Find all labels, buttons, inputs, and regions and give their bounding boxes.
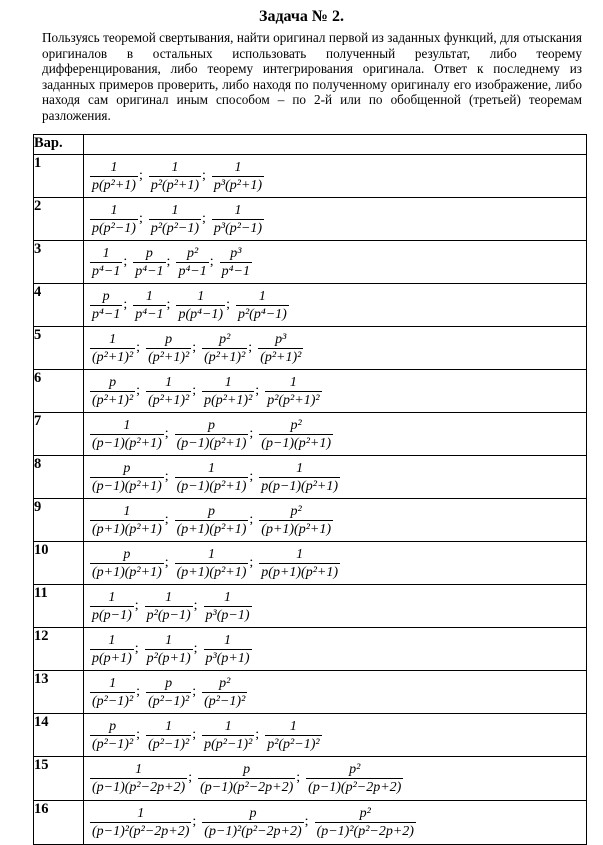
fraction-numerator: 1 [102, 246, 110, 261]
fraction [133, 288, 165, 323]
fraction-numerator: 1 [171, 160, 179, 175]
fraction [236, 288, 289, 323]
fraction [175, 460, 249, 495]
fraction [212, 202, 264, 237]
functions-cell [84, 284, 587, 327]
functions-cell [84, 542, 587, 585]
functions-cell [84, 413, 587, 456]
fraction-denominator: p³(p²+1) [213, 178, 263, 193]
fraction-denominator: (p−1)(p²+1) [176, 479, 247, 494]
functions-cell [84, 198, 587, 241]
fraction-separator: ; [192, 726, 197, 742]
fraction-separator: ; [192, 813, 197, 829]
fraction-denominator: p(p²−1)² [204, 737, 253, 752]
fraction-denominator: p⁴−1 [135, 307, 164, 322]
fraction [90, 374, 135, 409]
fraction [90, 805, 191, 840]
functions-cell [84, 241, 587, 284]
fraction-numerator: 1 [165, 375, 173, 390]
fraction-denominator: (p−1)²(p²−2p+2) [92, 824, 190, 839]
fraction-numerator: p [102, 289, 110, 304]
fraction-denominator: p⁴−1 [92, 264, 121, 279]
fraction-numerator: p [145, 246, 153, 261]
fraction [90, 589, 134, 624]
fraction-denominator: p(p²−1) [92, 221, 136, 236]
fraction-denominator: (p−1)(p²−2p+2) [200, 780, 294, 795]
fraction-separator: ; [193, 640, 198, 656]
fraction [176, 245, 208, 280]
fraction-denominator: (p−1)(p²−2p+2) [308, 780, 402, 795]
fraction-denominator: (p²−1)² [148, 737, 190, 752]
fraction [198, 761, 295, 796]
fraction-denominator: (p−1)(p²+1) [176, 436, 247, 451]
fraction-denominator: p²(p²−1) [150, 221, 200, 236]
functions-cell [84, 456, 587, 499]
fraction [149, 159, 201, 194]
functions-cell [84, 757, 587, 801]
fraction-numerator: p² [219, 676, 231, 691]
fraction [259, 417, 333, 452]
fraction [90, 331, 135, 366]
table-header-row [34, 135, 587, 155]
fraction-numerator: p [243, 762, 251, 777]
functions-cell [84, 585, 587, 628]
variant-number: 9 [34, 499, 84, 542]
fraction [258, 331, 303, 366]
fraction-denominator: p³(p²−1) [213, 221, 263, 236]
fraction [202, 718, 254, 753]
table-row [34, 155, 587, 198]
fraction-denominator: p²(p²+1)² [267, 393, 320, 408]
fraction-numerator: 1 [110, 160, 118, 175]
fraction-separator: ; [134, 640, 139, 656]
fraction-denominator: p³(p−1) [205, 608, 250, 623]
fraction [145, 632, 193, 667]
fraction-separator: ; [249, 468, 254, 484]
fraction-numerator: 1 [224, 375, 232, 390]
fraction-numerator: 1 [123, 504, 131, 519]
fraction-separator: ; [296, 769, 301, 785]
variant-number: 11 [34, 585, 84, 628]
fraction-separator: ; [164, 554, 169, 570]
fraction-numerator: 1 [171, 203, 179, 218]
fraction-numerator: p² [290, 418, 302, 433]
table-row [34, 585, 587, 628]
table-row [34, 628, 587, 671]
variant-column-header: Вар. [34, 135, 84, 155]
fraction [90, 718, 135, 753]
fraction [145, 589, 193, 624]
fraction-denominator: (p−1)(p²+1) [92, 436, 162, 451]
fraction-separator: ; [193, 597, 198, 613]
fraction [133, 245, 165, 280]
fraction-denominator: (p²+1)² [92, 350, 134, 365]
fraction-separator: ; [138, 210, 143, 226]
fraction-numerator: p [165, 676, 173, 691]
fraction-denominator: p⁴−1 [178, 264, 207, 279]
fraction-numerator: 1 [197, 289, 205, 304]
fraction [259, 460, 340, 495]
fraction-denominator: p(p²+1) [92, 178, 136, 193]
fraction-separator: ; [138, 167, 143, 183]
fraction-denominator: p(p−1)(p²+1) [261, 479, 339, 494]
fraction-separator: ; [136, 683, 141, 699]
fraction-numerator: 1 [110, 203, 118, 218]
fraction-numerator: p [208, 418, 216, 433]
fraction-numerator: p² [359, 806, 371, 821]
fraction-denominator: (p−1)²(p²−2p+2) [316, 824, 414, 839]
fraction-separator: ; [136, 726, 141, 742]
fraction-denominator: (p²+1)² [148, 393, 190, 408]
fraction-numerator: p [249, 806, 257, 821]
variant-number: 16 [34, 801, 84, 845]
fraction [202, 675, 247, 710]
fraction-denominator: p(p−1) [92, 608, 132, 623]
variant-number: 1 [34, 155, 84, 198]
functions-cell [84, 327, 587, 370]
functions-cell [84, 370, 587, 413]
table-row [34, 413, 587, 456]
fraction [146, 675, 191, 710]
fraction-denominator: (p+1)(p²+1) [261, 522, 332, 537]
fraction-numerator: 1 [289, 375, 297, 390]
table-row [34, 284, 587, 327]
fraction-separator: ; [255, 726, 260, 742]
functions-cell [84, 499, 587, 542]
fraction [176, 288, 225, 323]
variant-number: 4 [34, 284, 84, 327]
variant-number: 8 [34, 456, 84, 499]
fraction [90, 675, 135, 710]
functions-column-header [84, 135, 587, 155]
fraction-separator: ; [188, 769, 193, 785]
fraction-numerator: p² [290, 504, 302, 519]
variant-number: 3 [34, 241, 84, 284]
fraction-numerator: 1 [224, 633, 232, 648]
fraction-numerator: 1 [165, 633, 173, 648]
fraction-denominator: p²(p²+1) [150, 178, 200, 193]
fraction-denominator: (p+1)(p²+1) [176, 522, 247, 537]
fraction-denominator: p⁴−1 [221, 264, 250, 279]
table-row [34, 499, 587, 542]
fraction-denominator: (p²+1)² [204, 350, 246, 365]
fraction-denominator: (p−1)(p²−2p+2) [92, 780, 186, 795]
fraction-numerator: 1 [296, 547, 304, 562]
fraction-denominator: p²(p+1) [146, 651, 191, 666]
fraction [146, 374, 191, 409]
fraction [90, 245, 122, 280]
fraction [259, 546, 340, 581]
fraction-numerator: 1 [208, 547, 216, 562]
table-row [34, 757, 587, 801]
fraction-denominator: (p²+1)² [260, 350, 302, 365]
variant-number: 15 [34, 757, 84, 801]
fraction [306, 761, 403, 796]
fraction [202, 805, 303, 840]
fraction-denominator: p²(p²−1)² [267, 737, 320, 752]
fraction-separator: ; [249, 554, 254, 570]
fraction [175, 417, 249, 452]
task-title: Задача № 2. [259, 8, 344, 25]
fraction-numerator: 1 [224, 590, 232, 605]
fraction-numerator: 1 [224, 719, 232, 734]
variant-number: 7 [34, 413, 84, 456]
fraction-numerator: 1 [258, 289, 266, 304]
fraction [204, 589, 252, 624]
fraction-numerator: 1 [289, 719, 297, 734]
fraction-denominator: (p²+1)² [92, 393, 134, 408]
variant-number: 14 [34, 714, 84, 757]
fraction [202, 374, 254, 409]
fraction-separator: ; [192, 382, 197, 398]
table-row [34, 241, 587, 284]
fraction-numerator: 1 [234, 160, 242, 175]
fraction-numerator: p [208, 504, 216, 519]
fraction [315, 805, 416, 840]
fraction-denominator: p(p+1) [92, 651, 132, 666]
variant-number: 13 [34, 671, 84, 714]
fraction [202, 331, 247, 366]
fraction [90, 761, 187, 796]
fraction-numerator: 1 [145, 289, 153, 304]
fraction-numerator: 1 [135, 762, 143, 777]
fraction-separator: ; [192, 683, 197, 699]
fraction-separator: ; [134, 597, 139, 613]
fraction [259, 503, 333, 538]
fraction-numerator: 1 [296, 461, 304, 476]
fraction-separator: ; [123, 296, 128, 312]
fraction-separator: ; [248, 339, 253, 355]
table-row [34, 327, 587, 370]
fraction [90, 546, 164, 581]
fraction-denominator: (p+1)(p²+1) [92, 565, 162, 580]
fraction-numerator: p [109, 375, 117, 390]
fraction-separator: ; [192, 339, 197, 355]
fraction-denominator: p(p+1)(p²+1) [261, 565, 339, 580]
fraction-denominator: p⁴−1 [135, 264, 164, 279]
table-row [34, 542, 587, 585]
variant-number: 6 [34, 370, 84, 413]
table-row [34, 801, 587, 845]
table-row [34, 671, 587, 714]
fraction-separator: ; [209, 253, 214, 269]
fraction-denominator: p(p⁴−1) [178, 307, 224, 322]
fraction-numerator: p³ [230, 246, 242, 261]
table-row [34, 198, 587, 241]
functions-cell [84, 801, 587, 845]
fraction-numerator: 1 [234, 203, 242, 218]
fraction-separator: ; [164, 468, 169, 484]
fraction-numerator: 1 [108, 633, 116, 648]
fraction-numerator: p² [219, 332, 231, 347]
variants-table [33, 134, 587, 845]
fraction-separator: ; [136, 382, 141, 398]
fraction-denominator: p(p²+1)² [204, 393, 253, 408]
variant-number: 10 [34, 542, 84, 585]
fraction-separator: ; [202, 167, 206, 183]
fraction-denominator: (p²−1)² [204, 694, 246, 709]
fraction-denominator: (p−1)(p²+1) [261, 436, 332, 451]
fraction-separator: ; [166, 253, 171, 269]
fraction [146, 718, 191, 753]
table-row [34, 714, 587, 757]
fraction-numerator: 1 [165, 590, 173, 605]
fraction-separator: ; [304, 813, 309, 829]
fraction-denominator: (p+1)(p²+1) [92, 522, 162, 537]
table-row [34, 370, 587, 413]
fraction [175, 503, 249, 538]
fraction-numerator: p [109, 719, 117, 734]
fraction-separator: ; [202, 210, 206, 226]
fraction-separator: ; [226, 296, 230, 312]
fraction-denominator: p²(p−1) [146, 608, 191, 623]
fraction-numerator: 1 [165, 719, 173, 734]
fraction [90, 417, 164, 452]
fraction [90, 288, 122, 323]
fraction-separator: ; [249, 511, 254, 527]
fraction [90, 460, 164, 495]
fraction-denominator: (p−1)²(p²−2p+2) [204, 824, 302, 839]
fraction [220, 245, 252, 280]
variant-number: 5 [34, 327, 84, 370]
fraction-separator: ; [164, 425, 169, 441]
fraction-numerator: 1 [109, 332, 117, 347]
table-row [34, 456, 587, 499]
fraction-denominator: p²(p⁴−1) [237, 307, 287, 322]
fraction-separator: ; [255, 382, 260, 398]
fraction-numerator: p² [349, 762, 361, 777]
variant-number: 12 [34, 628, 84, 671]
fraction-denominator: (p²−1)² [148, 694, 190, 709]
fraction-separator: ; [249, 425, 254, 441]
fraction-separator: ; [136, 339, 141, 355]
fraction-denominator: p⁴−1 [92, 307, 121, 322]
functions-cell [84, 155, 587, 198]
fraction-numerator: 1 [208, 461, 216, 476]
fraction [265, 718, 321, 753]
fraction [90, 632, 134, 667]
fraction [204, 632, 252, 667]
fraction [212, 159, 264, 194]
functions-cell [84, 671, 587, 714]
functions-cell [84, 628, 587, 671]
task-description-text: Пользуясь теоремой свертывания, найти оригинал первой из заданных функций, для отыскания оригиналов в остальных использовать полученный результат, либо теорему дифференцирования, либо теорему интегрирования оригинала. Ответ к последнему из заданных примеров проверить, либо находя по полученному оригиналу его изображение, либо находя сам оригинал иным способом – по 2-й или по обобщенной (третьей) теоремам разложения. [42, 30, 582, 123]
fraction [149, 202, 201, 237]
fraction-separator: ; [166, 296, 171, 312]
fraction [90, 202, 138, 237]
fraction-numerator: p³ [275, 332, 287, 347]
fraction-denominator: (p²−1)² [92, 737, 134, 752]
fraction-numerator: p [123, 547, 131, 562]
fraction [175, 546, 249, 581]
fraction [90, 159, 138, 194]
fraction-denominator: (p²+1)² [148, 350, 190, 365]
fraction-separator: ; [123, 253, 128, 269]
fraction-numerator: p [123, 461, 131, 476]
fraction-denominator: (p²−1)² [92, 694, 134, 709]
variant-number: 2 [34, 198, 84, 241]
fraction-numerator: 1 [137, 806, 145, 821]
fraction [90, 503, 164, 538]
fraction [265, 374, 321, 409]
fraction-numerator: 1 [108, 590, 116, 605]
fraction-denominator: p³(p+1) [205, 651, 250, 666]
fraction-numerator: p² [187, 246, 199, 261]
fraction-separator: ; [164, 511, 169, 527]
task-description [42, 30, 582, 124]
fraction-numerator: p [165, 332, 173, 347]
functions-cell [84, 714, 587, 757]
fraction-denominator: (p−1)(p²+1) [92, 479, 162, 494]
fraction [146, 331, 191, 366]
fraction-numerator: 1 [109, 676, 117, 691]
fraction-numerator: 1 [123, 418, 131, 433]
fraction-denominator: (p+1)(p²+1) [176, 565, 247, 580]
